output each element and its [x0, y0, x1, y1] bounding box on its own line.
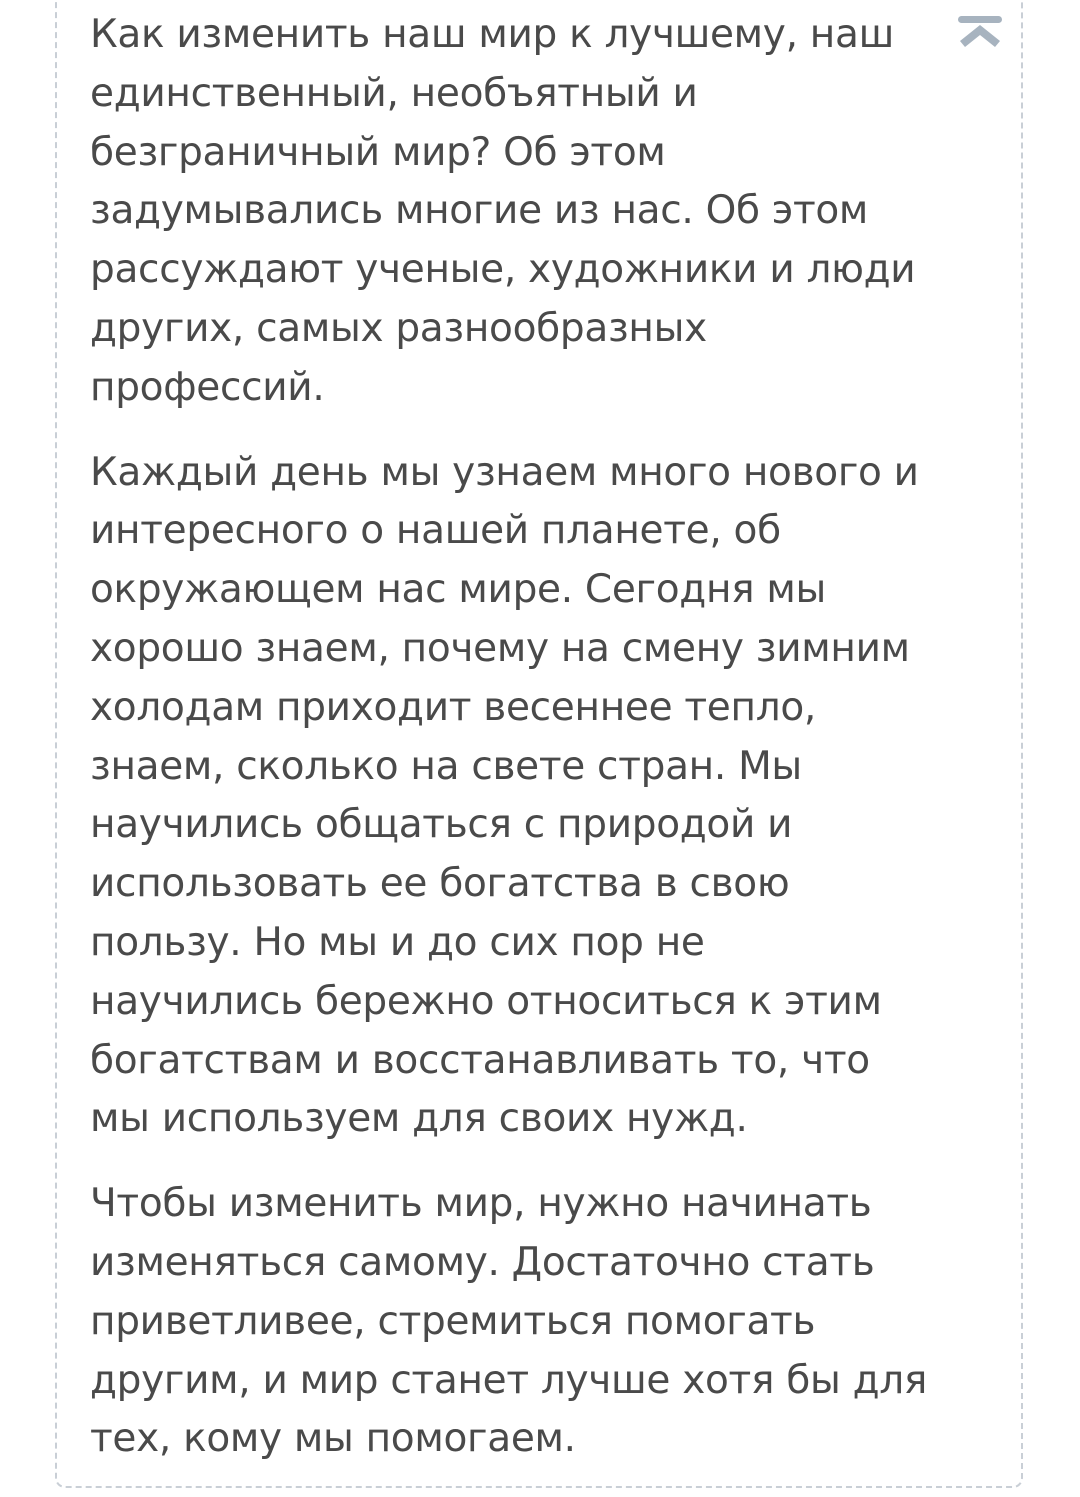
text-line: научились общаться с природой и	[90, 802, 793, 848]
text-line: профессий.	[90, 364, 325, 410]
paragraph	[90, 444, 970, 1150]
text-line: холодам приходит весеннее тепло,	[90, 684, 816, 730]
text-line: мы используем для своих нужд.	[90, 1096, 748, 1142]
text-line: научились бережно относиться к этим	[90, 978, 882, 1024]
text-line: рассуждают ученые, художники и люди	[90, 247, 916, 293]
text-line: знаем, сколько на свете стран. Мы	[90, 743, 802, 789]
text-line: единственный, необъятный и	[90, 70, 698, 116]
paragraph	[90, 6, 970, 418]
text-line: приветливее, стремиться помогать	[90, 1298, 816, 1344]
text-line: окружающем нас мире. Сегодня мы	[90, 567, 827, 613]
text-line: хорошо знаем, почему на смену зимним	[90, 625, 910, 671]
text-line: богатствам и восстанавливать то, что	[90, 1037, 870, 1083]
text-line: других, самых разнообразных	[90, 305, 707, 351]
text-line: безграничный мир? Об этом	[90, 129, 666, 175]
text-line: другим, и мир станет лучше хотя бы для	[90, 1357, 928, 1403]
text-line: интересного о нашей планете, об	[90, 508, 781, 554]
text-line: Как изменить наш мир к лучшему, наш	[90, 12, 894, 57]
text-line: задумывались многие из нас. Об этом	[90, 188, 869, 234]
text-line: Каждый день мы узнаем много нового и	[90, 449, 919, 495]
text-line: тех, кому мы помогаем.	[90, 1416, 576, 1462]
text-line: использовать ее богатства в свою	[90, 861, 790, 907]
text-line: пользу. Но мы и до сих пор не	[90, 919, 705, 965]
text-line: изменяться самому. Достаточно стать	[90, 1239, 875, 1285]
paragraph	[90, 1175, 970, 1469]
answer-text	[90, 6, 970, 1469]
text-line: Чтобы изменить мир, нужно начинать	[90, 1181, 872, 1227]
